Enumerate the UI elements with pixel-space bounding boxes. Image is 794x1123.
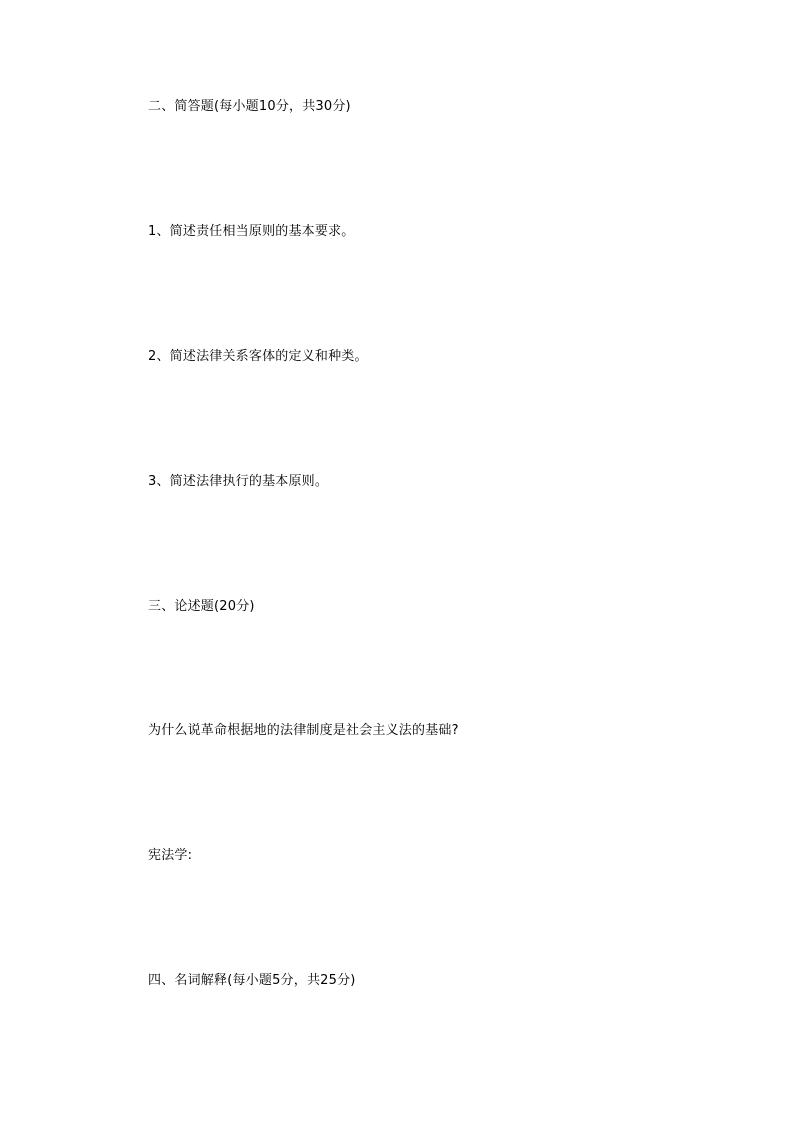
question-3: 3、简述法律执行的基本原则。 bbox=[148, 474, 329, 489]
section-heading-short-answer: 二、简答题(每小题10分，共30分) bbox=[148, 99, 351, 114]
essay-question: 为什么说革命根据地的法律制度是社会主义法的基础? bbox=[148, 723, 459, 738]
question-2: 2、简述法律关系客体的定义和种类。 bbox=[148, 349, 368, 364]
question-1: 1、简述责任相当原则的基本要求。 bbox=[148, 224, 355, 239]
subject-heading-constitutional-law: 宪法学: bbox=[148, 848, 193, 863]
section-heading-essay: 三、论述题(20分) bbox=[148, 599, 255, 614]
section-heading-term-explanation: 四、名词解释(每小题5分，共25分) bbox=[148, 973, 356, 988]
